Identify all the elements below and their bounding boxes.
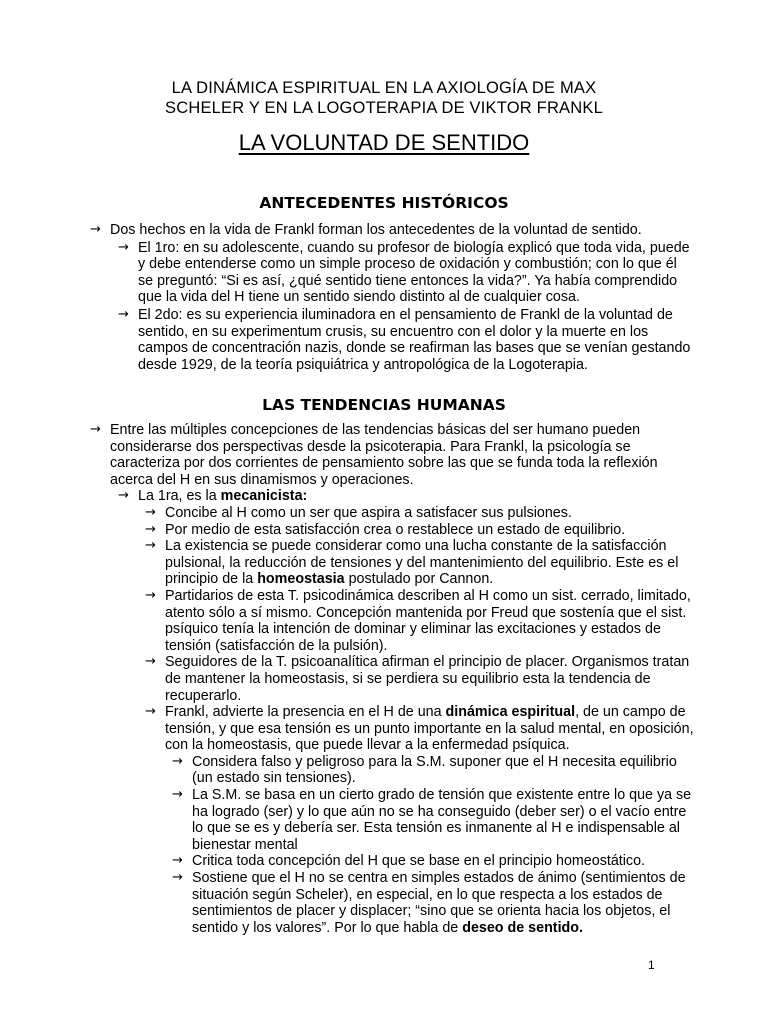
document-title [0,78,768,118]
section-heading-antecedentes: ANTECEDENTES HISTÓRICOS [259,194,509,212]
list-item [0,222,690,239]
list-item [0,307,692,373]
arrow-icon: → [172,853,183,869]
arrow-icon: → [90,422,101,437]
document-subtitle: LA VOLUNTAD DE SENTIDO [238,130,530,155]
title-line-2: SCHELER Y EN LA LOGOTERAPIA DE VIKTOR FRANKL [165,99,603,117]
arrow-icon: → [145,504,156,520]
list-item [0,588,695,654]
bold-term: deseo de sentido. [462,919,583,936]
arrow-icon: → [145,654,156,670]
list-item [0,870,696,936]
list-item-text: , de un campo de tensión, y que esa tensión es un punto importante en la salud mental, en oposición, con la homeostasis, que puede llevar a la enfermedad psíquica. [165,704,694,754]
arrow-icon: → [118,488,129,504]
antecedentes-list [0,222,768,374]
bold-term: mecanicista: [220,488,308,505]
list-item [0,754,696,787]
arrow-icon: → [172,787,183,803]
list-item [0,787,696,853]
list-item-text: La existencia se puede considerar como una lucha constante de la satisfacción pulsional, la reducción de tensiones y del mantenimiento del equilibrio. Este es el principio de la [165,538,679,588]
list-item [0,505,695,522]
arrow-icon: → [90,222,101,237]
list-item-text: El 2do: es su experiencia iluminadora en el pensamiento de Frankl de la voluntad de sentido, en su experimentum crusis, su encuentro con el dolor y la muerte en los campos de concentración nazis, donde se reafirman las bases que se venían gestando desde 1929, de la teoría psiquiátrica y antropológica de la Logoterapia. [138,306,691,373]
list-item [0,422,690,488]
arrow-icon: → [172,870,183,886]
arrow-icon: → [118,306,129,322]
list-item-text: El 1ro: en su adolescente, cuando su profesor de biología explicó que toda vida, puede y debe entenderse como un simple proceso de oxidación y combustión; con lo que él se preguntó: “Si es así, ¿qué sentido tiene entonces la vida?”. Ya había comprendido que la vida del H tiene un sentido siendo distinto al de cualquier cosa. [138,239,690,306]
list-item-text: La 1ra, es la [138,488,221,505]
list-item [0,522,695,539]
list-item-text: Por medio de esta satisfacción crea o restablece un estado de equilibrio. [165,521,626,538]
list-item-text: Sostiene que el H no se centra en simples estados de ánimo (sentimientos de situación según Scheler), en especial, en lo que respecta a los estados de sentimientos de placer y displacer; “sino que se orienta hacia los objetos, el sentido y los valores”. Por lo que habla de [192,870,686,936]
list-item-text: Concibe al H como un ser que aspira a satisfacer sus pulsiones. [165,504,572,521]
list-item [0,538,695,588]
title-line-1: LA DINÁMICA ESPIRITUAL EN LA AXIOLOGÍA DE MAX [171,79,597,97]
list-item-text: Frankl, advierte la presencia en el H de una [165,704,446,721]
list-item-text: Entre las múltiples concepciones de las tendencias básicas del ser humano pueden considerarse dos perspectivas desde la psicoterapia. Para Frankl, la psicología se caracteriza por dos corrientes de pensamiento sobre las que se funda toda la reflexión acerca del H en sus dinamismos y operaciones. [110,422,658,488]
list-item [0,704,695,754]
arrow-icon: → [145,704,156,720]
list-item [0,654,695,704]
list-item-text: La S.M. se basa en un cierto grado de tensión que existente entre lo que ya se ha logrado (ser) y lo que aún no se ha conseguido (deber ser) o el vacío entre lo que se es y debería ser. Esta tensión es inmanente al H e indispensable al bienestar mental [192,787,692,853]
arrow-icon: → [145,587,156,603]
arrow-icon: → [145,521,156,537]
list-item-text: Dos hechos en la vida de Frankl forman los antecedentes de la voluntad de sentido. [110,222,642,238]
list-item-text: postulado por Cannon. [344,571,494,588]
list-item-text: Critica toda concepción del H que se base en el principio homeostático. [192,853,645,870]
list-item [0,488,692,505]
list-item-text: Considera falso y peligroso para la S.M. suponer que el H necesita equilibrio (un estado sin tensiones). [192,753,677,787]
list-item [0,240,692,306]
arrow-icon: → [118,239,129,255]
list-item-text: Seguidores de la T. psicoanalítica afirman el principio de placer. Organismos tratan de mantener la homeostasis, si se perdiera su equilibrio esta la tendencia de recuperarlo. [165,654,690,704]
list-item [0,853,696,870]
arrow-icon: → [145,538,156,554]
section-heading-tendencias: LAS TENDENCIAS HUMANAS [262,396,506,414]
tendencias-list [0,422,768,936]
list-item-text: Partidarios de esta T. psicodinámica describen al H como un sist. cerrado, limitado, atento sólo a sí mismo. Concepción mantenida por Freud que sostenía que el sist. psíquico tenía la intención de dominar y eliminar las excitaciones y estados de tensión (satisfacción de la pulsión). [165,587,691,654]
page-number: 1 [648,958,655,972]
bold-term: dinámica espiritual [445,704,576,721]
arrow-icon: → [172,753,183,769]
bold-term: homeostasia [257,571,345,588]
